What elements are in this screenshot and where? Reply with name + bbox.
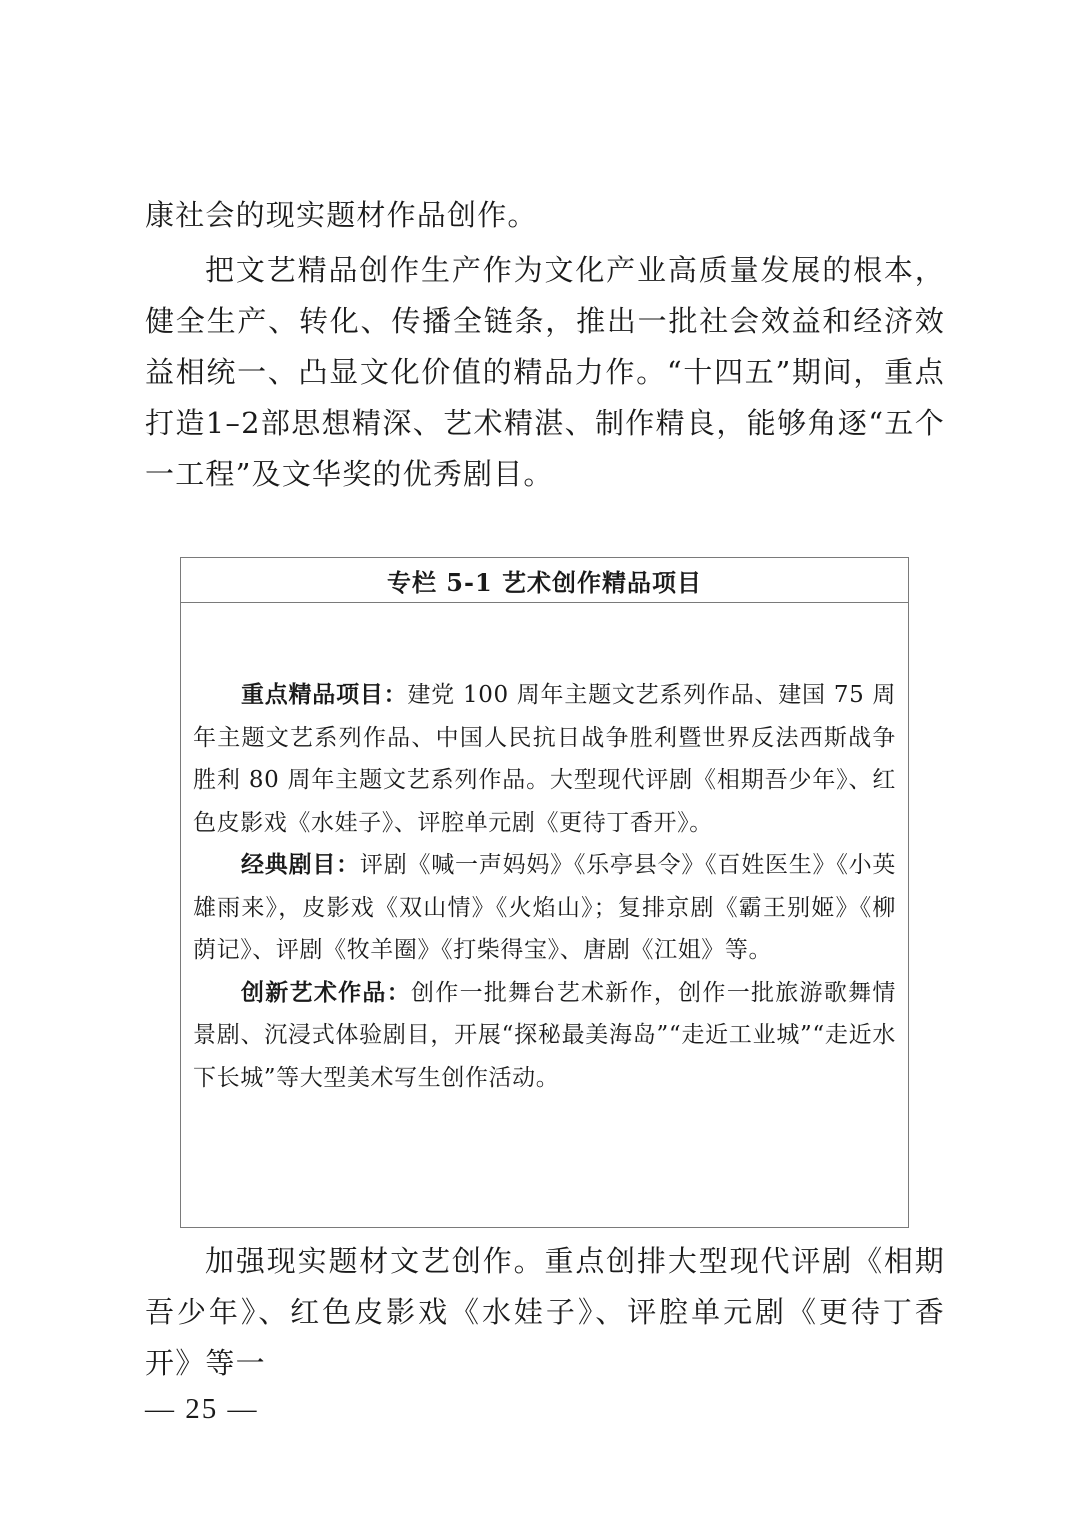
section-lead: 重点精品项目： <box>241 681 408 708</box>
feature-box-title: 专栏 5-1 艺术创作精品项目 <box>181 558 908 603</box>
section-text: 建党 100 周年主题文艺系列作品、建国 75 周年主题文艺系列作品、中国人民抗日战争胜利暨世界反法西斯战争胜利 80 周年主题文艺系列作品。大型现代评剧《相期吾少年》、红色皮影戏《水娃子》、评腔单元剧《更待丁香开》。 <box>193 682 896 836</box>
section-lead: 经典剧目： <box>241 851 360 878</box>
box-section-innovative-works <box>193 972 896 1100</box>
section-lead: 创新艺术作品： <box>241 978 411 1006</box>
section-text: 评剧《喊一声妈妈》《乐亭县令》《百姓医生》《小英雄雨来》，皮影戏《双山情》《火焰山》；复排京剧《霸王别姬》《柳荫记》、评剧《牧羊圈》《打柴得宝》、唐剧《江姐》等。 <box>193 852 897 963</box>
section-text: 创作一批舞台艺术新作，创作一批旅游歌舞情景剧、沉浸式体验剧目，开展“探秘最美海岛”“走近工业城”“走近水下长城”等大型美术写生创作活动。 <box>193 979 897 1091</box>
box-section-classic-repertoire <box>193 844 896 972</box>
feature-box <box>180 557 909 1228</box>
body-paragraph-main <box>145 245 945 500</box>
feature-box-body <box>193 674 896 1099</box>
body-paragraph-continuation <box>145 190 945 241</box>
page-number: — 25 — <box>145 1393 259 1425</box>
paragraph-text: 加强现实题材文艺创作。重点创排大型现代评剧《相期吾少年》、红色皮影戏《水娃子》、评腔单元剧《更待丁香开》等一 <box>145 1244 945 1380</box>
paragraph-text: 康社会的现实题材作品创作。 <box>145 198 538 232</box>
paragraph-text: 把文艺精品创作生产作为文化产业高质量发展的根本，健全生产、转化、传播全链条，推出一批社会效益和经济效益相统一、凸显文化价值的精品力作。“十四五”期间，重点打造1–2部思想精深、艺术精湛、制作精良，能够角逐“五个一工程”及文华奖的优秀剧目。 <box>145 253 945 491</box>
body-paragraph-bottom <box>145 1236 945 1389</box>
box-section-key-projects <box>193 674 896 844</box>
